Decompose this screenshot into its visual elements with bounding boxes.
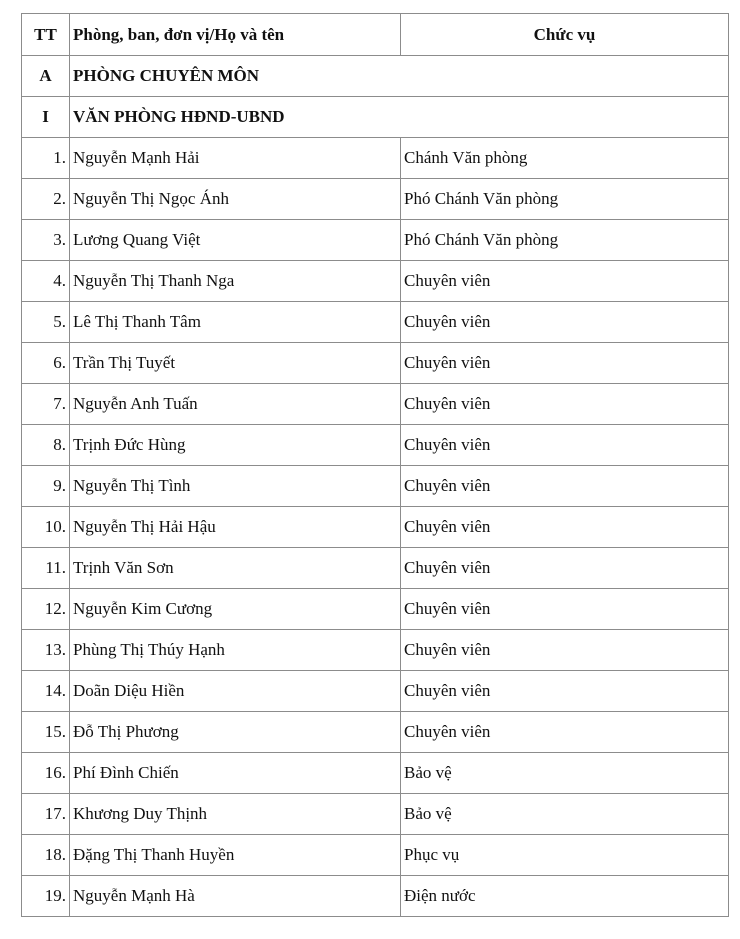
table-row	[22, 466, 729, 507]
row-number: 11.	[22, 548, 70, 589]
row-number: 1.	[22, 138, 70, 179]
staff-role: Chuyên viên	[401, 589, 729, 630]
row-number: 17.	[22, 794, 70, 835]
row-number: 5.	[22, 302, 70, 343]
row-number: 14.	[22, 671, 70, 712]
staff-name: Phí Đình Chiến	[70, 753, 401, 794]
row-number: 10.	[22, 507, 70, 548]
table-row	[22, 835, 729, 876]
table-row	[22, 712, 729, 753]
section-row	[22, 97, 729, 138]
staff-table-body	[22, 14, 729, 917]
staff-name: Đỗ Thị Phương	[70, 712, 401, 753]
header-tt: TT	[22, 14, 70, 56]
staff-role: Điện nước	[401, 876, 729, 917]
staff-role: Chuyên viên	[401, 302, 729, 343]
row-number: 7.	[22, 384, 70, 425]
staff-name: Nguyễn Thị Thanh Nga	[70, 261, 401, 302]
section-code: I	[22, 97, 70, 138]
table-row	[22, 384, 729, 425]
staff-role: Chuyên viên	[401, 384, 729, 425]
table-row	[22, 302, 729, 343]
row-number: 6.	[22, 343, 70, 384]
staff-table	[21, 13, 729, 917]
table-header-row	[22, 14, 729, 56]
staff-role: Chuyên viên	[401, 261, 729, 302]
staff-role: Chuyên viên	[401, 425, 729, 466]
staff-name: Trịnh Văn Sơn	[70, 548, 401, 589]
table-row	[22, 794, 729, 835]
staff-table-container	[21, 13, 729, 917]
staff-name: Nguyễn Thị Tình	[70, 466, 401, 507]
staff-name: Doãn Diệu Hiền	[70, 671, 401, 712]
staff-name: Nguyễn Kim Cương	[70, 589, 401, 630]
row-number: 2.	[22, 179, 70, 220]
row-number: 3.	[22, 220, 70, 261]
staff-role: Chuyên viên	[401, 671, 729, 712]
table-row	[22, 179, 729, 220]
row-number: 13.	[22, 630, 70, 671]
staff-role: Chuyên viên	[401, 466, 729, 507]
table-row	[22, 507, 729, 548]
staff-name: Khương Duy Thịnh	[70, 794, 401, 835]
staff-role: Bảo vệ	[401, 753, 729, 794]
row-number: 4.	[22, 261, 70, 302]
table-row	[22, 343, 729, 384]
staff-role: Chuyên viên	[401, 343, 729, 384]
section-code: A	[22, 56, 70, 97]
row-number: 8.	[22, 425, 70, 466]
row-number: 18.	[22, 835, 70, 876]
staff-name: Lê Thị Thanh Tâm	[70, 302, 401, 343]
row-number: 15.	[22, 712, 70, 753]
staff-role: Chánh Văn phòng	[401, 138, 729, 179]
staff-name: Nguyễn Thị Hải Hậu	[70, 507, 401, 548]
staff-role: Chuyên viên	[401, 630, 729, 671]
row-number: 19.	[22, 876, 70, 917]
staff-role: Chuyên viên	[401, 712, 729, 753]
staff-name: Đặng Thị Thanh Huyền	[70, 835, 401, 876]
row-number: 16.	[22, 753, 70, 794]
section-row	[22, 56, 729, 97]
table-row	[22, 425, 729, 466]
table-row	[22, 548, 729, 589]
staff-name: Nguyễn Mạnh Hải	[70, 138, 401, 179]
table-row	[22, 138, 729, 179]
staff-role: Chuyên viên	[401, 548, 729, 589]
staff-role: Phục vụ	[401, 835, 729, 876]
table-row	[22, 220, 729, 261]
section-title: PHÒNG CHUYÊN MÔN	[70, 56, 729, 97]
table-row	[22, 876, 729, 917]
row-number: 12.	[22, 589, 70, 630]
header-role: Chức vụ	[401, 14, 729, 56]
staff-name: Phùng Thị Thúy Hạnh	[70, 630, 401, 671]
staff-name: Trịnh Đức Hùng	[70, 425, 401, 466]
staff-role: Chuyên viên	[401, 507, 729, 548]
staff-name: Trần Thị Tuyết	[70, 343, 401, 384]
table-row	[22, 671, 729, 712]
table-row	[22, 630, 729, 671]
staff-name: Nguyễn Mạnh Hà	[70, 876, 401, 917]
staff-role: Phó Chánh Văn phòng	[401, 179, 729, 220]
row-number: 9.	[22, 466, 70, 507]
staff-role: Bảo vệ	[401, 794, 729, 835]
staff-name: Lương Quang Việt	[70, 220, 401, 261]
section-title: VĂN PHÒNG HĐND-UBND	[70, 97, 729, 138]
table-row	[22, 589, 729, 630]
staff-name: Nguyễn Anh Tuấn	[70, 384, 401, 425]
table-row	[22, 753, 729, 794]
staff-role: Phó Chánh Văn phòng	[401, 220, 729, 261]
header-unit: Phòng, ban, đơn vị/Họ và tên	[70, 14, 401, 56]
staff-name: Nguyễn Thị Ngọc Ánh	[70, 179, 401, 220]
table-row	[22, 261, 729, 302]
